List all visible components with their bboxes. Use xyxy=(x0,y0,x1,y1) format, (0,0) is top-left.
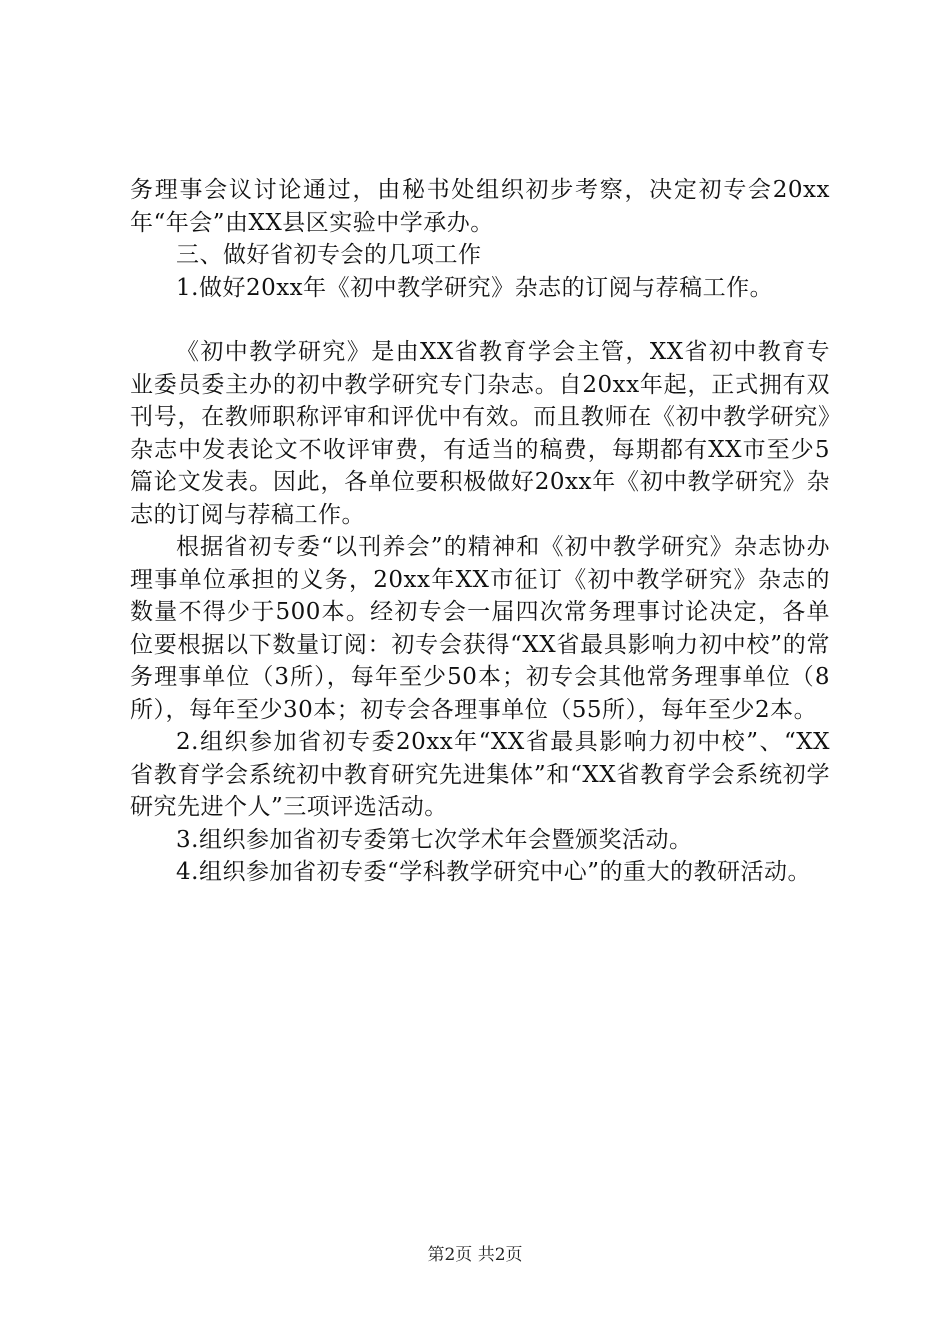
item-1-heading: 1.做好20xx年《初中教学研究》杂志的订阅与荐稿工作。 xyxy=(176,274,774,301)
paragraph-continuation: 务理事会议讨论通过，由秘书处组织初步考察，决定初专会20xx年“年会”由XX县区实验中学承办。 xyxy=(130,177,830,236)
paragraph-journal-intro: 《初中教学研究》是由XX省教育学会主管，XX省初中教育专业委员委主办的初中教学研究专门杂志。自20xx年起，正式拥有双刊号，在教师职称评审和评优中有效。而且教师在《初中教学研究》杂志中发表论文不收评审费，有适当的稿费，每期都有XX市至少5篇论文发表。因此，各单位要积极做好20xx年《初中教学研究》杂志的订阅与荐稿工作。 xyxy=(130,339,830,528)
item-2-heading: 2.组织参加省初专委20xx年“XX省最具影响力初中校”、“XX省教育学会系统初中教育研究先进集体”和“XX省教育学会系统初学研究先进个人”三项评选活动。 xyxy=(130,729,830,820)
paragraph-subscription-quota: 根据省初专委“以刊养会”的精神和《初中教学研究》杂志协办理事单位承担的义务，20xx年XX市征订《初中教学研究》杂志的数量不得少于500本。经初专会一届四次常务理事讨论决定，各单位要根据以下数量订阅：初专会获得“XX省最具影响力初中校”的常务理事单位（3所），每年至少50本；初专会其他常务理事单位（8所），每年至少30本；初专会各理事单位（55所），每年至少2本。 xyxy=(130,534,830,723)
page-number-footer: 第2页 共2页 xyxy=(427,1245,523,1265)
item-4-heading: 4.组织参加省初专委“学科教学研究中心”的重大的教研活动。 xyxy=(176,859,811,885)
section-heading: 三、做好省初专会的几项工作 xyxy=(176,242,482,268)
document-body xyxy=(130,174,830,889)
item-3-heading: 3.组织参加省初专委第七次学术年会暨颁奖活动。 xyxy=(176,826,693,853)
